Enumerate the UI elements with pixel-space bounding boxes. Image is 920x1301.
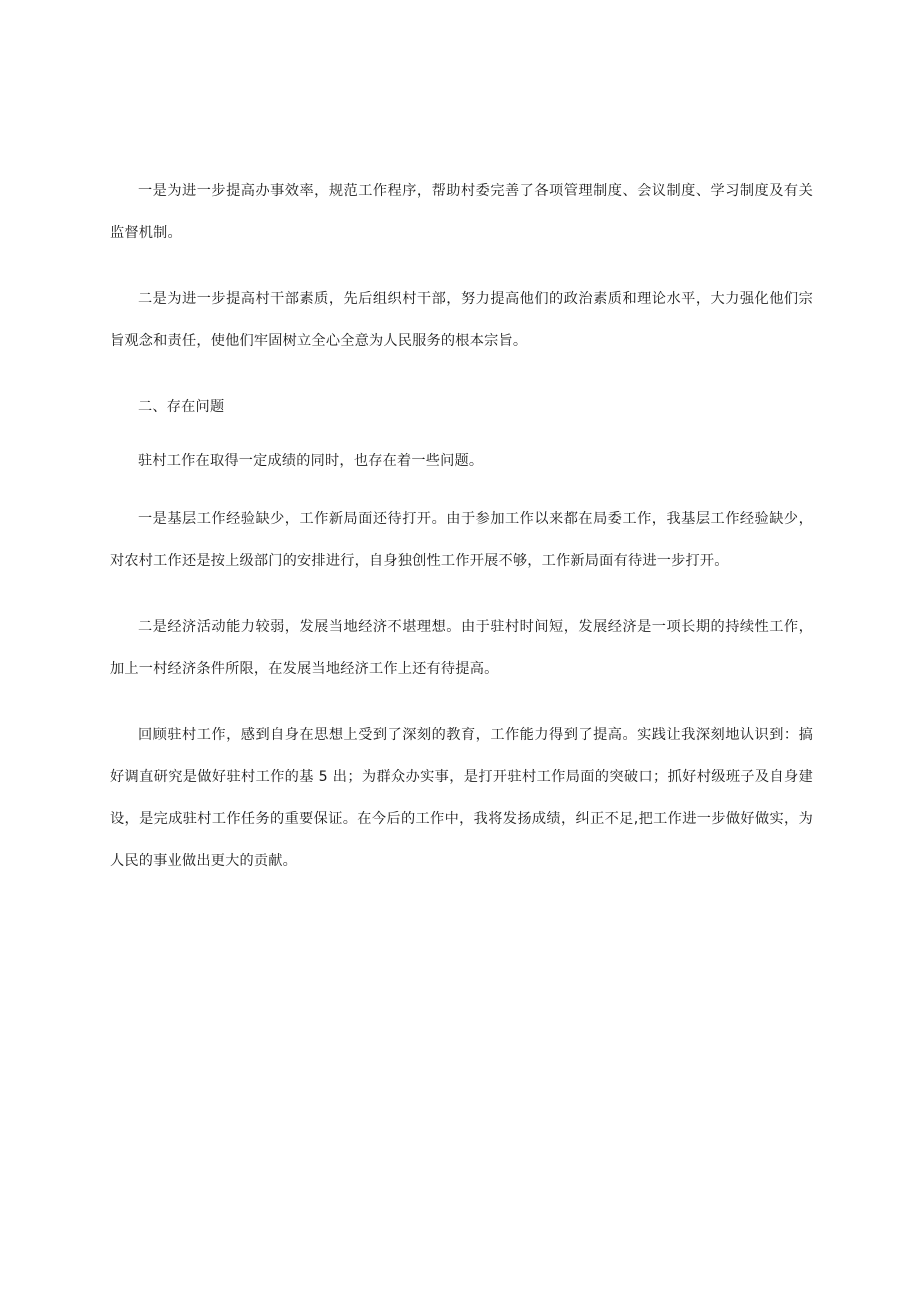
paragraph-problems-intro: 驻村工作在取得一定成绩的同时，也存在着一些问题。 [138,453,484,469]
paragraph-review: 回顾驻村工作，感到自身在思想上受到了深刻的教育，工作能力得到了提高。实践让我深刻地认识到：搞好调直研究是做好驻村工作的基 5 出；为群众办实事，是打开驻村工作局面的突破口；抓好村级班子及自身建设，是完成驻村工作任务的重要保证。在今后的工作中，我将发扬成绩，纠正不足,把工作进一步做好做实，为人民的事业做出更大的贡献。 [110,727,813,869]
paragraph-economic-ability: 二是经济活动能力较弱，发展当地经济不堪理想。由于驻村时间短，发展经济是一项长期的持续性工作，加上一村经济条件所限，在发展当地经济工作上还有待提高。 [110,619,813,677]
document-body [110,170,813,906]
paragraph-experience-lacking: 一是基层工作经验缺少，工作新局面还待打开。由于参加工作以来都在局委工作，我基层工作经验缺少，对农村工作还是按上级部门的安排进行，自身独创性工作开展不够，工作新局面有待进一步打开。 [110,511,813,569]
paragraph-efficiency: 一是为进一步提高办事效率，规范工作程序，帮助村委完善了各项管理制度、会议制度、学习制度及有关监督机制。 [110,183,813,241]
section-heading-problems: 二、存在问题 [138,399,225,415]
paragraph-cadre-quality: 二是为进一步提高村干部素质，先后组织村干部，努力提高他们的政治素质和理论水平，大力强化他们宗旨观念和责任，使他们牢固树立全心全意为人民服务的根本宗旨。 [110,291,813,349]
